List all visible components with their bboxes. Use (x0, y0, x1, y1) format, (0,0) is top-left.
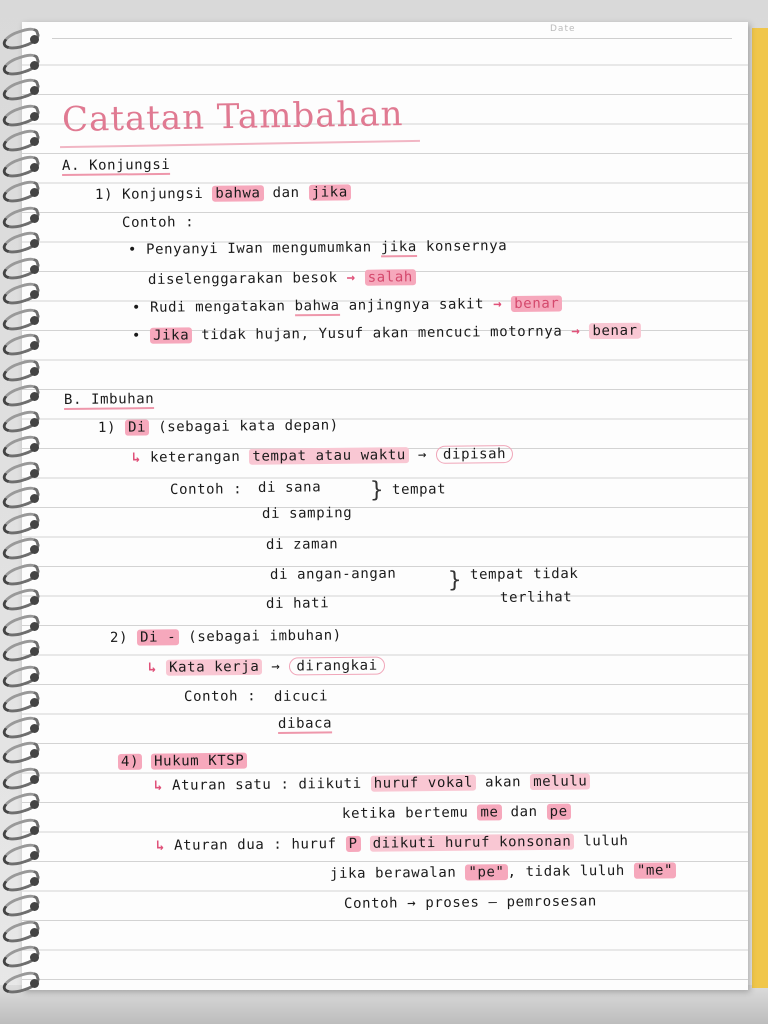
top-rule-line (52, 38, 732, 39)
punch-hole (30, 545, 39, 554)
arrow-icon: → (493, 296, 503, 313)
punch-hole (30, 647, 39, 656)
example-text: anjingnya sakit (348, 296, 485, 314)
highlight-jika: Jika (150, 327, 192, 343)
section-b-heading (64, 391, 154, 408)
punch-hole (30, 137, 39, 146)
highlight-di: Di (125, 419, 149, 435)
punch-hole (30, 239, 39, 248)
rule-text: , tidak luluh (507, 862, 626, 881)
brace-tempat: } (369, 477, 384, 503)
punch-hole (30, 265, 39, 274)
example-di-sana: di sana (257, 479, 322, 496)
contoh-label-b2: Contoh : (183, 688, 257, 705)
punch-hole (30, 877, 39, 886)
punch-hole (30, 316, 39, 325)
brace-label-terlihat: terlihat (499, 589, 573, 606)
rule-2-example (344, 893, 597, 912)
example-text: • Penyanyi Iwan mengumumkan (127, 239, 372, 258)
hukum-ktsp-heading (118, 753, 248, 770)
punch-hole (30, 596, 39, 605)
punch-hole (30, 902, 39, 911)
punch-hole (30, 35, 39, 44)
highlight-pe: pe (547, 804, 571, 820)
hook-arrow-icon: ↳ (153, 777, 164, 794)
punch-hole (30, 800, 39, 809)
hook-arrow-icon: ↳ (147, 659, 158, 676)
punch-hole (30, 188, 39, 197)
punch-hole (30, 86, 39, 95)
punch-hole (30, 724, 39, 733)
konjungsi-item-1 (95, 184, 351, 203)
example-proses: proses (425, 894, 480, 912)
punch-hole (30, 698, 39, 707)
punch-hole (30, 826, 39, 835)
example-dibaca (278, 715, 332, 732)
keterangan-text: keterangan (149, 448, 241, 466)
item-number: 1) (94, 186, 114, 203)
highlight-jika: jika (309, 184, 351, 200)
example-pemrosesan: pemrosesan (506, 893, 597, 911)
punch-hole (30, 418, 39, 427)
result-benar: benar (511, 295, 562, 312)
arrow-icon: → (417, 446, 428, 464)
result-benar: benar (589, 323, 640, 340)
rule-text: akan (484, 774, 522, 791)
punch-hole (30, 673, 39, 682)
punch-hole (30, 851, 39, 860)
example-text: tidak hujan, Yusuf akan mencuci motornya (201, 323, 563, 344)
yellow-tab-edge (752, 28, 768, 988)
item-number: 2) (109, 629, 129, 646)
hook-arrow-icon: ↳ (155, 837, 166, 854)
item-desc: (sebagai imbuhan) (188, 627, 342, 646)
punch-hole (30, 622, 39, 631)
highlight-bahwa: bahwa (212, 185, 263, 202)
example-dibaca-text: dibaca (277, 715, 333, 732)
punch-hole (30, 928, 39, 937)
brace-label-tempat-tidak: tempat tidak (469, 565, 579, 583)
rule-label: Aturan dua (173, 836, 265, 854)
contoh-label: Contoh (343, 895, 399, 912)
item-desc: (sebagai kata depan) (158, 417, 339, 436)
punch-hole (30, 979, 39, 988)
rule-text: huruf (291, 836, 337, 853)
highlight-tempat-waktu: tempat atau waktu (249, 447, 409, 465)
rule-text: luluh (583, 833, 629, 850)
contoh-label-b: Contoh : (169, 481, 243, 498)
example-di-angan-angan: di angan-angan (269, 565, 397, 583)
item-number: 4) (118, 754, 142, 770)
underlined-jika: jika (380, 238, 418, 256)
highlight-huruf-vokal: huruf vokal (371, 775, 476, 792)
punch-hole (30, 392, 39, 401)
punch-hole (30, 367, 39, 376)
punch-hole (30, 494, 39, 503)
highlight-melulu: melulu (530, 773, 590, 790)
punch-hole (30, 520, 39, 529)
rule-text: jika berawalan (329, 864, 457, 882)
punch-hole (30, 571, 39, 580)
rule-colon: : (280, 776, 290, 793)
highlight-pe-quote: "pe" (465, 864, 507, 880)
imbuhan-item-1 (98, 417, 339, 436)
rule-1-line-2 (342, 804, 571, 822)
punch-hole (30, 290, 39, 299)
hook-arrow-icon: ↳ (131, 449, 142, 466)
kata-kerja-line (148, 658, 385, 676)
brace-label-tempat: tempat (391, 481, 447, 498)
rule-label: Aturan satu (171, 776, 272, 794)
bullet: • (131, 327, 142, 344)
example-di-zaman: di zaman (265, 536, 339, 553)
example-1-line-2 (148, 269, 416, 288)
contoh-label-a: Contoh : (121, 214, 195, 231)
punch-hole (30, 953, 39, 962)
punch-hole (30, 469, 39, 478)
arrow-icon: → (271, 658, 281, 675)
underlined-bahwa: bahwa (294, 297, 340, 315)
highlight-kata-kerja: Kata kerja (166, 659, 262, 676)
item-and: dan (272, 184, 300, 202)
arrow-icon: → (346, 269, 356, 286)
highlight-hukum-ktsp: Hukum KTSP (151, 753, 247, 770)
example-text: konsernya (425, 238, 508, 255)
rule-text: diikuti (298, 775, 362, 793)
arrow-icon: → (407, 895, 417, 912)
keterangan-line (132, 446, 513, 466)
example-dicuci: dicuci (273, 688, 329, 705)
highlight-p: P (346, 836, 361, 852)
punch-hole (30, 61, 39, 70)
item-text: Konjungsi (122, 185, 204, 203)
punch-hole (30, 341, 39, 350)
result-salah: salah (365, 269, 416, 286)
punch-hole (30, 214, 39, 223)
section-a-heading-text: A. Konjungsi (61, 156, 171, 174)
highlight-di-prefix: Di - (137, 629, 179, 645)
brace-tempat-tidak: } (447, 567, 462, 593)
rule-colon: : (273, 836, 283, 853)
punch-hole (30, 775, 39, 784)
date-label: Date (550, 24, 576, 34)
circled-dirangkai: dirangkai (289, 657, 384, 676)
example-di-hati: di hati (265, 595, 330, 612)
rule-text: dan (510, 803, 538, 821)
page-bottom-edge (0, 985, 768, 1024)
punch-hole (30, 749, 39, 758)
item-number: 1) (97, 419, 117, 436)
imbuhan-item-2 (110, 628, 342, 646)
highlight-konsonan: diikuti huruf konsonan (370, 834, 575, 852)
section-b-heading-text: B. Imbuhan (63, 391, 155, 408)
example-di-samping: di samping (261, 505, 353, 522)
punch-hole (30, 112, 39, 121)
arrow-icon: → (571, 323, 581, 340)
circled-dipisah: dipisah (436, 445, 513, 464)
section-a-heading (62, 157, 171, 174)
highlight-me-quote: "me" (634, 862, 676, 878)
spiral-binding (0, 0, 48, 1024)
example-text: • Rudi mengatakan (131, 298, 286, 316)
dash: — (488, 894, 498, 911)
rule-text: ketika bertemu (341, 804, 469, 822)
highlight-me: me (477, 804, 501, 820)
page-title: Catatan Tambahan (61, 94, 404, 140)
punch-hole (30, 163, 39, 172)
example-text: diselenggarakan besok (147, 270, 338, 288)
punch-hole (30, 443, 39, 452)
